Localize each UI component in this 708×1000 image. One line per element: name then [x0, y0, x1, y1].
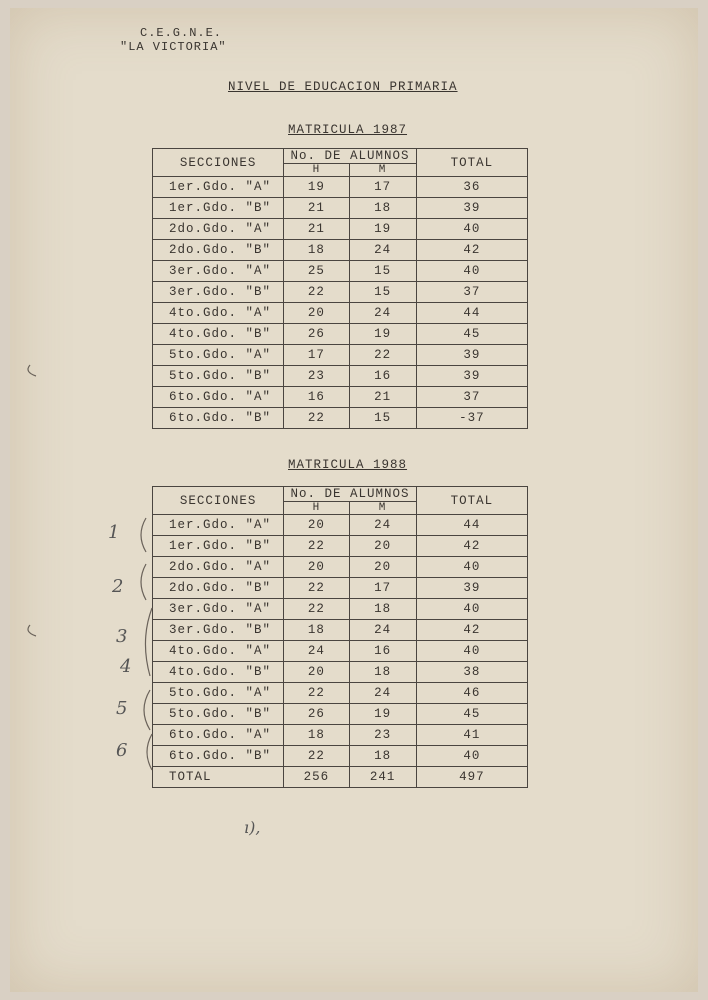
total-cell: 39 [416, 345, 527, 366]
h-cell: 16 [284, 387, 349, 408]
h-cell: 22 [284, 578, 349, 599]
org-line-2: "LA VICTORIA" [120, 40, 227, 54]
section-cell: 4to.Gdo. "A" [153, 303, 284, 324]
m-cell: 24 [349, 240, 416, 261]
col-m: M [349, 164, 416, 177]
h-cell: 22 [284, 408, 349, 429]
section-cell: 6to.Gdo. "A" [153, 725, 284, 746]
m-cell: 15 [349, 408, 416, 429]
total-cell: 42 [416, 620, 527, 641]
total-cell: 42 [416, 240, 527, 261]
m-cell: 17 [349, 177, 416, 198]
total-cell: 40 [416, 219, 527, 240]
section-cell: 5to.Gdo. "A" [153, 683, 284, 704]
col-m: M [349, 502, 416, 515]
col-secciones: SECCIONES [153, 149, 284, 177]
main-title: NIVEL DE EDUCACION PRIMARIA [228, 80, 458, 94]
m-cell: 19 [349, 219, 416, 240]
section-cell: 1er.Gdo. "B" [153, 536, 284, 557]
m-cell: 15 [349, 282, 416, 303]
col-alumnos: No. DE ALUMNOS [284, 487, 416, 502]
h-cell: 21 [284, 219, 349, 240]
m-cell: 24 [349, 683, 416, 704]
section-cell: 6to.Gdo. "B" [153, 408, 284, 429]
m-cell: 24 [349, 303, 416, 324]
col-alumnos: No. DE ALUMNOS [284, 149, 416, 164]
m-cell: 24 [349, 515, 416, 536]
handwritten-mark-3: 3 [116, 626, 128, 647]
bracket-6 [147, 734, 152, 770]
h-cell: 22 [284, 282, 349, 303]
handwritten-mark-1: 1 [108, 522, 120, 543]
table-1988-title: MATRICULA 1988 [288, 458, 408, 472]
total-cell: 38 [416, 662, 527, 683]
h-cell: 18 [284, 240, 349, 261]
total-cell: 40 [416, 746, 527, 767]
h-cell: 26 [284, 704, 349, 725]
m-cell: 19 [349, 324, 416, 345]
m-cell: 23 [349, 725, 416, 746]
section-cell: 5to.Gdo. "B" [153, 366, 284, 387]
section-cell: 2do.Gdo. "B" [153, 240, 284, 261]
margin-tick-1 [28, 365, 36, 376]
col-h: H [284, 164, 349, 177]
section-cell: 1er.Gdo. "A" [153, 177, 284, 198]
section-cell: 4to.Gdo. "B" [153, 662, 284, 683]
section-cell: 3er.Gdo. "B" [153, 282, 284, 303]
section-cell: 5to.Gdo. "A" [153, 345, 284, 366]
m-cell: 18 [349, 662, 416, 683]
col-secciones: SECCIONES [153, 487, 284, 515]
m-cell: 22 [349, 345, 416, 366]
m-cell: 16 [349, 641, 416, 662]
h-cell: 22 [284, 683, 349, 704]
h-cell: 20 [284, 557, 349, 578]
org-line-1: C.E.G.N.E. [140, 26, 223, 40]
section-cell: 3er.Gdo. "A" [153, 599, 284, 620]
m-cell: 19 [349, 704, 416, 725]
m-cell: 24 [349, 620, 416, 641]
total-cell: 44 [416, 515, 527, 536]
h-cell: 18 [284, 725, 349, 746]
col-h: H [284, 502, 349, 515]
section-cell: 2do.Gdo. "B" [153, 578, 284, 599]
section-cell: 5to.Gdo. "B" [153, 704, 284, 725]
section-cell: 1er.Gdo. "B" [153, 198, 284, 219]
section-cell: 6to.Gdo. "B" [153, 746, 284, 767]
h-cell: 20 [284, 662, 349, 683]
total-cell: 40 [416, 599, 527, 620]
m-cell: 21 [349, 387, 416, 408]
total-cell: 36 [416, 177, 527, 198]
h-cell: 20 [284, 303, 349, 324]
total-m: 241 [349, 767, 416, 788]
total-cell: 45 [416, 324, 527, 345]
total-cell: 37 [416, 282, 527, 303]
bracket-5 [144, 690, 150, 730]
m-cell: 18 [349, 198, 416, 219]
m-cell: 17 [349, 578, 416, 599]
margin-tick-2 [28, 625, 36, 636]
m-cell: 20 [349, 557, 416, 578]
total-cell: 46 [416, 683, 527, 704]
total-cell: 40 [416, 557, 527, 578]
section-cell: 3er.Gdo. "A" [153, 261, 284, 282]
total-t: 497 [416, 767, 527, 788]
bracket-2 [141, 564, 146, 600]
total-cell: 39 [416, 366, 527, 387]
h-cell: 26 [284, 324, 349, 345]
total-cell: 39 [416, 198, 527, 219]
total-h: 256 [284, 767, 349, 788]
h-cell: 17 [284, 345, 349, 366]
handwritten-mark-4: 4 [120, 656, 132, 677]
h-cell: 19 [284, 177, 349, 198]
handwritten-footer-mark: ı), [244, 818, 261, 837]
total-cell: -37 [416, 408, 527, 429]
h-cell: 25 [284, 261, 349, 282]
total-cell: 39 [416, 578, 527, 599]
m-cell: 18 [349, 599, 416, 620]
bracket-1 [141, 518, 146, 552]
section-cell: 6to.Gdo. "A" [153, 387, 284, 408]
section-cell: 2do.Gdo. "A" [153, 557, 284, 578]
h-cell: 18 [284, 620, 349, 641]
total-cell: 41 [416, 725, 527, 746]
h-cell: 20 [284, 515, 349, 536]
section-cell: 3er.Gdo. "B" [153, 620, 284, 641]
total-cell: 37 [416, 387, 527, 408]
table-1987-title: MATRICULA 1987 [288, 123, 408, 137]
h-cell: 23 [284, 366, 349, 387]
total-label: TOTAL [153, 767, 284, 788]
h-cell: 21 [284, 198, 349, 219]
m-cell: 16 [349, 366, 416, 387]
section-cell: 4to.Gdo. "B" [153, 324, 284, 345]
m-cell: 15 [349, 261, 416, 282]
col-total: TOTAL [416, 487, 527, 515]
total-cell: 45 [416, 704, 527, 725]
total-cell: 40 [416, 261, 527, 282]
col-total: TOTAL [416, 149, 527, 177]
h-cell: 24 [284, 641, 349, 662]
h-cell: 22 [284, 746, 349, 767]
handwritten-mark-2: 2 [112, 576, 124, 597]
bracket-3-4 [145, 608, 152, 676]
h-cell: 22 [284, 599, 349, 620]
section-cell: 2do.Gdo. "A" [153, 219, 284, 240]
m-cell: 20 [349, 536, 416, 557]
m-cell: 18 [349, 746, 416, 767]
h-cell: 22 [284, 536, 349, 557]
total-cell: 40 [416, 641, 527, 662]
total-cell: 44 [416, 303, 527, 324]
total-cell: 42 [416, 536, 527, 557]
section-cell: 1er.Gdo. "A" [153, 515, 284, 536]
handwritten-mark-6: 6 [116, 740, 128, 761]
section-cell: 4to.Gdo. "A" [153, 641, 284, 662]
handwritten-mark-5: 5 [116, 698, 128, 719]
